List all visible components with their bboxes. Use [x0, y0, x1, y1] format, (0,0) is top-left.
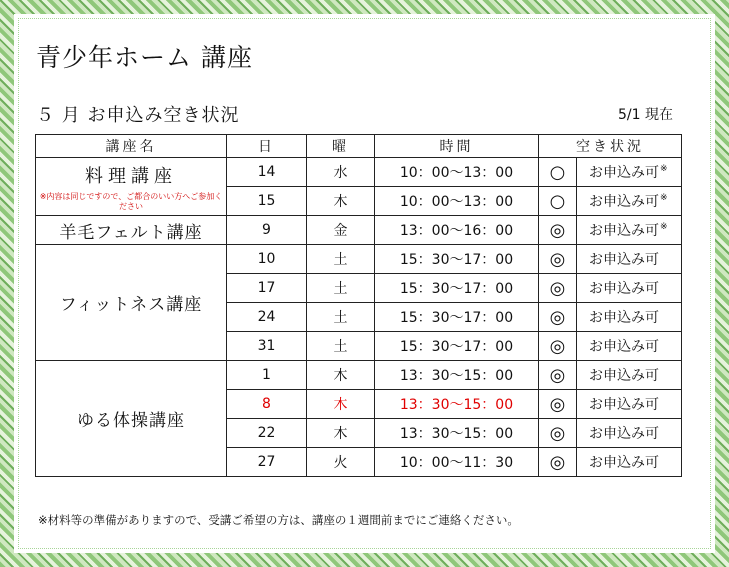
time-cell: 15：30～17：00	[375, 274, 539, 303]
table-header-row	[36, 135, 682, 158]
status-cell	[577, 245, 682, 274]
day-cell: 24	[227, 303, 307, 332]
weekday-cell: 金	[307, 216, 375, 245]
status-text: お申込み可	[589, 310, 659, 326]
status-cell	[577, 216, 682, 245]
page-title: 青少年ホーム 講座	[36, 43, 253, 72]
status-cell	[577, 274, 682, 303]
schedule-body	[36, 158, 682, 477]
table-row	[36, 361, 682, 390]
header-course: 講座名	[36, 135, 227, 158]
availability-mark: ◎	[539, 274, 577, 303]
weekday-cell: 木	[307, 390, 375, 419]
status-text: お申込み可	[589, 194, 659, 210]
course-name-cell	[36, 216, 227, 245]
footnote: ※材料等の準備がありますので、受講ご希望の方は、講座の１週間前までにご連絡ください。	[38, 513, 519, 527]
day-cell: 14	[227, 158, 307, 187]
status-asterisk: ※	[660, 222, 668, 233]
day-cell: 10	[227, 245, 307, 274]
weekday-cell: 木	[307, 187, 375, 216]
course-name: フィットネス講座	[59, 295, 203, 315]
time-cell: 13：30～15：00	[375, 419, 539, 448]
status-text: お申込み可	[589, 223, 659, 239]
day-cell: 17	[227, 274, 307, 303]
day-cell: 8	[227, 390, 307, 419]
availability-mark: ◎	[539, 361, 577, 390]
weekday-cell: 土	[307, 245, 375, 274]
status-cell	[577, 187, 682, 216]
availability-mark: ◎	[539, 448, 577, 477]
status-text: お申込み可	[589, 281, 659, 297]
weekday-cell: 水	[307, 158, 375, 187]
day-cell: 9	[227, 216, 307, 245]
status-cell	[577, 448, 682, 477]
weekday-cell: 土	[307, 274, 375, 303]
day-cell: 27	[227, 448, 307, 477]
day-cell: 1	[227, 361, 307, 390]
course-name-cell	[36, 245, 227, 361]
status-text: お申込み可	[589, 339, 659, 355]
availability-mark: ◎	[539, 390, 577, 419]
status-text: お申込み可	[589, 397, 659, 413]
time-cell: 10：00～13：00	[375, 158, 539, 187]
day-cell: 22	[227, 419, 307, 448]
page-subtitle: ５ 月 お申込み空き状況	[36, 105, 240, 126]
header-time: 時間	[375, 135, 539, 158]
day-cell: 15	[227, 187, 307, 216]
time-cell: 15：30～17：00	[375, 303, 539, 332]
availability-mark: ◎	[539, 303, 577, 332]
status-cell	[577, 390, 682, 419]
schedule-table	[35, 134, 682, 477]
availability-mark: ○	[539, 187, 577, 216]
time-cell: 13：30～15：00	[375, 361, 539, 390]
status-text: お申込み可	[589, 252, 659, 268]
status-cell	[577, 332, 682, 361]
table-row	[36, 245, 682, 274]
table-row	[36, 216, 682, 245]
time-cell: 13：30～15：00	[375, 390, 539, 419]
weekday-cell: 土	[307, 332, 375, 361]
status-cell	[577, 419, 682, 448]
availability-mark: ◎	[539, 216, 577, 245]
status-text: お申込み可	[589, 165, 659, 181]
time-cell: 13：00～16：00	[375, 216, 539, 245]
weekday-cell: 火	[307, 448, 375, 477]
time-cell: 10：00～13：00	[375, 187, 539, 216]
availability-mark: ○	[539, 158, 577, 187]
header-weekday: 曜	[307, 135, 375, 158]
as-of-date: 5/1 現在	[618, 107, 673, 123]
status-cell	[577, 303, 682, 332]
time-cell: 15：30～17：00	[375, 332, 539, 361]
weekday-cell: 土	[307, 303, 375, 332]
status-asterisk: ※	[660, 164, 668, 175]
status-asterisk: ※	[660, 193, 668, 204]
course-name-cell	[36, 361, 227, 477]
day-cell: 31	[227, 332, 307, 361]
course-note: ※内容は同じですので、ご都合のいい方へご参加ください	[39, 191, 223, 211]
time-cell: 15：30～17：00	[375, 245, 539, 274]
header-availability: 空き状況	[539, 135, 682, 158]
course-name: 料理講座	[85, 165, 177, 187]
status-text: お申込み可	[589, 455, 659, 471]
status-text: お申込み可	[589, 368, 659, 384]
status-cell	[577, 158, 682, 187]
availability-mark: ◎	[539, 332, 577, 361]
availability-mark: ◎	[539, 419, 577, 448]
header-day: 日	[227, 135, 307, 158]
course-name: ゆる体操講座	[77, 411, 185, 431]
table-row	[36, 158, 682, 187]
time-cell: 10：00～11：30	[375, 448, 539, 477]
status-text: お申込み可	[589, 426, 659, 442]
weekday-cell: 木	[307, 361, 375, 390]
availability-mark: ◎	[539, 245, 577, 274]
weekday-cell: 木	[307, 419, 375, 448]
course-name: 羊毛フェルト講座	[59, 222, 203, 243]
status-cell	[577, 361, 682, 390]
course-name-cell	[36, 158, 227, 216]
